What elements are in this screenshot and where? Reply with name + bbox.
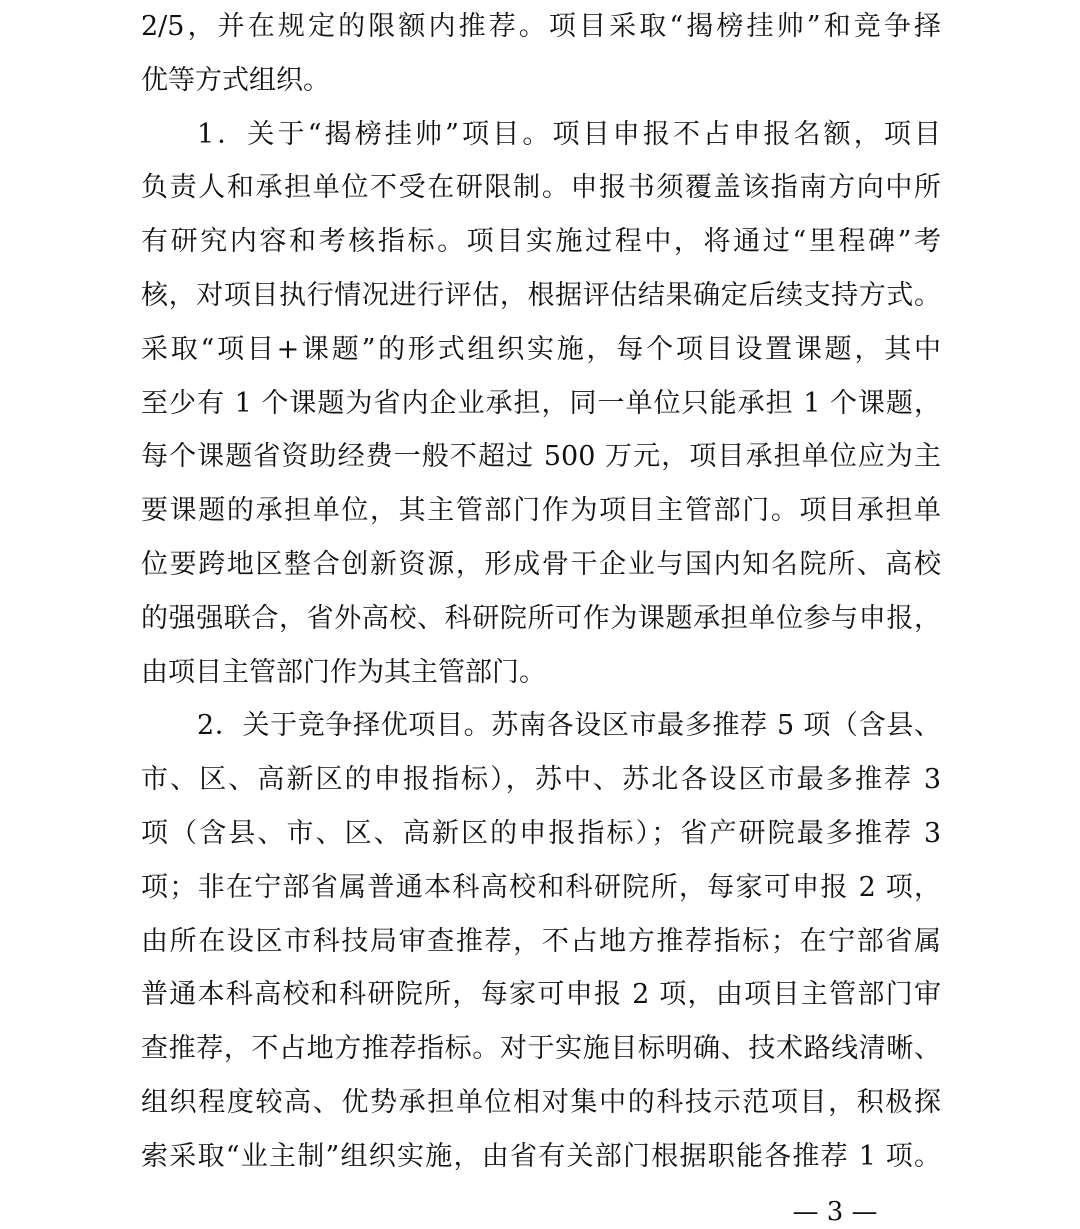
text-line: 要课题的承担单位，其主管部门作为项目主管部门。项目承担单 (141, 495, 941, 527)
text-line: 的强强联合，省外高校、科研院所可作为课题承担单位参与申报， (141, 602, 941, 634)
text-line: 位要跨地区整合创新资源，形成骨干企业与国内知名院所、高校 (141, 548, 941, 580)
text-line: 由项目主管部门作为其主管部门。 (141, 656, 546, 688)
text-line: 由所在设区市科技局审查推荐，不占地方推荐指标；在宁部省属 (141, 925, 941, 957)
text-line: 核，对项目执行情况进行评估，根据评估结果确定后续支持方式。 (141, 279, 941, 311)
text-line: 查推荐，不占地方推荐指标。对于实施目标明确、技术路线清晰、 (141, 1033, 941, 1065)
text-line: 至少有 1 个课题为省内企业承担，同一单位只能承担 1 个课题， (141, 387, 941, 419)
text-line: 组织程度较高、优势承担单位相对集中的科技示范项目，积极探 (141, 1086, 941, 1118)
page-number: — 3 — (792, 1197, 878, 1227)
section-heading-line: 1．关于“揭榜挂帅”项目。项目申报不占申报名额，项目 (197, 118, 941, 150)
text-line: 索采取“业主制”组织实施，由省有关部门根据职能各推荐 1 项。 (141, 1140, 941, 1172)
text-line: 2/5，并在规定的限额内推荐。项目采取“揭榜挂帅”和竞争择 (141, 11, 941, 42)
text-line: 采取“项目+课题”的形式组织实施，每个项目设置课题，其中 (141, 333, 941, 365)
section-heading-line: 2．关于竞争择优项目。苏南各设区市最多推荐 5 项（含县、 (197, 710, 941, 742)
body-text (141, 0, 941, 1184)
text-line: 有研究内容和考核指标。项目实施过程中，将通过“里程碑”考 (141, 226, 941, 258)
text-line: 市、区、高新区的申报指标），苏中、苏北各设区市最多推荐 3 (141, 764, 941, 796)
text-line: 优等方式组织。 (141, 64, 330, 96)
page-number-footer (0, 1195, 1080, 1229)
text-line: 每个课题省资助经费一般不超过 500 万元，项目承担单位应为主 (141, 441, 941, 473)
text-line: 普通本科高校和科研院所，每家可申报 2 项，由项目主管部门审 (141, 979, 941, 1011)
text-line: 负责人和承担单位不受在研限制。申报书须覆盖该指南方向中所 (141, 172, 941, 204)
text-line: 项；非在宁部省属普通本科高校和科研院所，每家可申报 2 项， (141, 871, 941, 903)
text-line: 项（含县、市、区、高新区的申报指标）；省产研院最多推荐 3 (141, 817, 941, 849)
